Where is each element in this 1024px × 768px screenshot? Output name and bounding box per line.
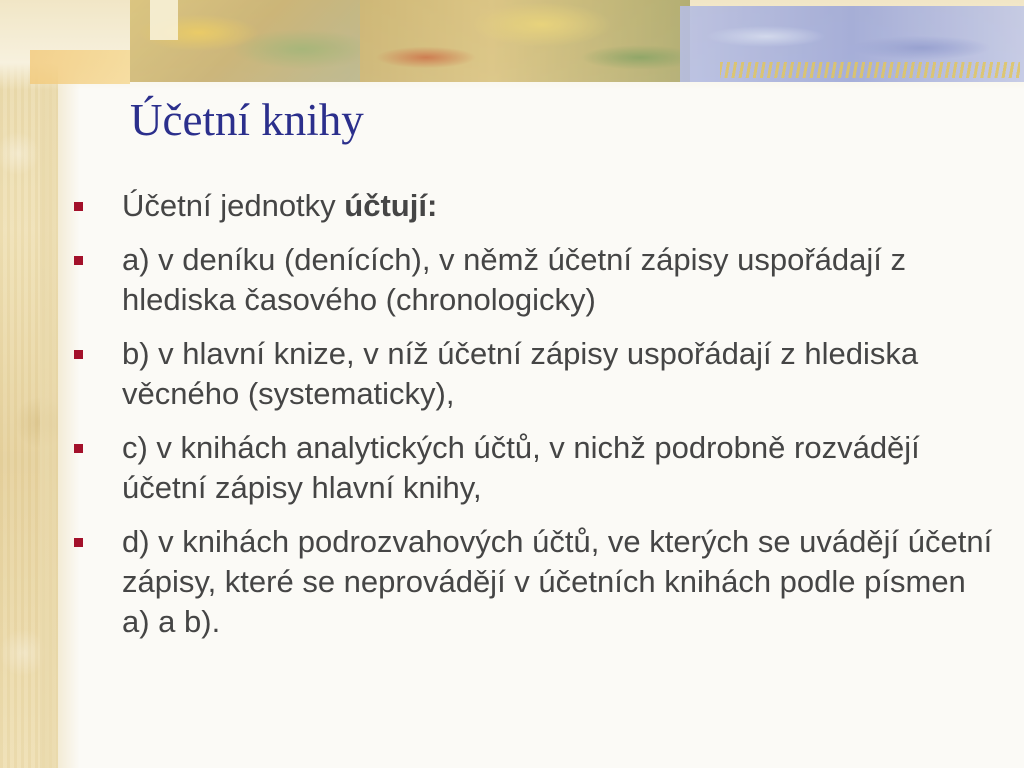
slide-title: Účetní knihy <box>130 95 364 145</box>
bullet-bold-text: účtují: <box>344 188 438 223</box>
bullet-item <box>70 186 1000 226</box>
decorative-top-banner <box>0 0 1024 90</box>
bullet-text: b) v hlavní knize, v níž účetní zápisy uspořádají z hlediska věcného (systematicky), <box>122 336 919 411</box>
bullet-item <box>70 522 1000 642</box>
banner-tile-autumn <box>360 0 690 82</box>
banner-tile-sun <box>30 50 130 84</box>
square-bullet-icon <box>74 202 83 211</box>
bullet-text: d) v knihách podrozvahových účtů, ve kterých se uvádějí účetní zápisy, které se neprovádějí v účetních knihách podle písmen a) a b). <box>122 524 993 639</box>
banner-tile-blue <box>680 6 1024 82</box>
square-bullet-icon <box>74 256 83 265</box>
square-bullet-icon <box>74 538 83 547</box>
banner-gold-grass <box>720 62 1020 78</box>
banner-tile-light <box>150 0 178 40</box>
square-bullet-icon <box>74 444 83 453</box>
bullet-text: Účetní jednotky <box>122 188 345 223</box>
bullet-text: a) v deníku (denících), v němž účetní zápisy uspořádají z hlediska časového (chronologicky) <box>122 242 906 317</box>
square-bullet-icon <box>74 350 83 359</box>
bullet-text: c) v knihách analytických účtů, v nichž podrobně rozvádějí účetní zápisy hlavní knihy, <box>122 430 920 505</box>
bullet-list <box>70 186 1000 656</box>
bullet-item <box>70 334 1000 414</box>
bullet-item <box>70 428 1000 508</box>
bullet-item <box>70 240 1000 320</box>
